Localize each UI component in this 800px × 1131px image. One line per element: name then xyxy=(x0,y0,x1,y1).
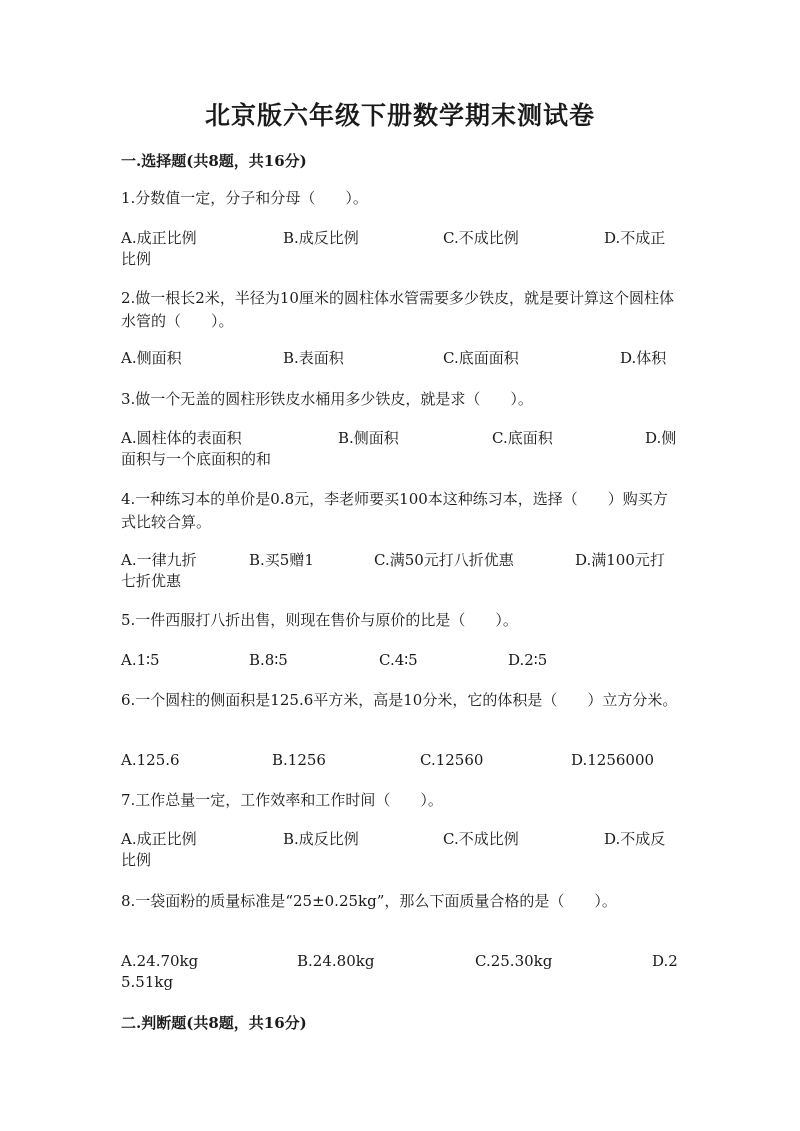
question-stem-7: 7.工作总量一定，工作效率和工作时间（ ）。 xyxy=(121,791,443,809)
option-8b: B.24.80kg xyxy=(297,952,375,970)
option-8-wrap: 5.51kg xyxy=(121,973,174,991)
option-8d: D.2 xyxy=(652,952,678,970)
section-heading-choice: 一.选择题(共8题，共16分) xyxy=(121,152,307,170)
option-5a: A.1∶5 xyxy=(121,651,160,669)
option-7-wrap: 比例 xyxy=(121,851,152,869)
question-stem-2: 2.做一根长2米，半径为10厘米的圆柱体水管需要多少铁皮，就是要计算这个圆柱体水管的（ ）。 xyxy=(121,289,674,330)
question-stem-3: 3.做一个无盖的圆柱形铁皮水桶用多少铁皮，就是求（ ）。 xyxy=(121,390,533,408)
option-4-wrap: 七折优惠 xyxy=(121,572,182,590)
option-6b: B.1256 xyxy=(272,751,326,769)
option-6a: A.125.6 xyxy=(121,751,180,769)
option-5d: D.2∶5 xyxy=(508,651,548,669)
option-3b: B.侧面积 xyxy=(338,429,399,447)
option-4a: A.一律九折 xyxy=(121,551,197,569)
question-stem-1: 1.分数值一定，分子和分母（ ）。 xyxy=(121,189,368,207)
option-7d: D.不成反 xyxy=(604,830,666,848)
option-2a: A.侧面积 xyxy=(121,349,182,367)
page-title: 北京版六年级下册数学期末测试卷 xyxy=(204,101,595,130)
option-6c: C.12560 xyxy=(420,751,484,769)
option-3d: D.侧 xyxy=(645,429,677,447)
option-3c: C.底面积 xyxy=(492,429,553,447)
option-1d: D.不成正 xyxy=(604,229,666,247)
option-1c: C.不成比例 xyxy=(443,229,519,247)
option-1b: B.成反比例 xyxy=(283,229,359,247)
option-1-wrap: 比例 xyxy=(121,250,152,268)
option-4c: C.满50元打八折优惠 xyxy=(374,551,514,569)
option-7b: B.成反比例 xyxy=(283,830,359,848)
question-stem-6: 6.一个圆柱的侧面积是125.6平方米，高是10分米，它的体积是（ ）立方分米。 xyxy=(121,691,678,709)
option-8c: C.25.30kg xyxy=(475,952,553,970)
option-4b: B.买5赠1 xyxy=(249,551,314,569)
question-stem-5: 5.一件西服打八折出售，则现在售价与原价的比是（ ）。 xyxy=(121,611,518,629)
option-2d: D.体积 xyxy=(620,349,667,367)
option-8a: A.24.70kg xyxy=(121,952,199,970)
option-3-wrap: 面积与一个底面积的和 xyxy=(121,450,272,468)
option-1a: A.成正比例 xyxy=(121,229,197,247)
section-heading-judgment: 二.判断题(共8题，共16分) xyxy=(121,1014,307,1032)
option-7a: A.成正比例 xyxy=(121,830,197,848)
option-2c: C.底面面积 xyxy=(443,349,519,367)
option-2b: B.表面积 xyxy=(283,349,344,367)
option-4d: D.满100元打 xyxy=(575,551,665,569)
option-6d: D.1256000 xyxy=(571,751,655,769)
option-5c: C.4∶5 xyxy=(379,651,418,669)
option-7c: C.不成比例 xyxy=(443,830,519,848)
option-5b: B.8∶5 xyxy=(249,651,288,669)
question-stem-4: 4.一种练习本的单价是0.8元，李老师要买100本这种练习本，选择（ ）购买方式比较合算。 xyxy=(121,490,668,531)
question-stem-8: 8.一袋面粉的质量标准是“25±0.25kg”，那么下面质量合格的是（ ）。 xyxy=(121,892,617,910)
option-3a: A.圆柱体的表面积 xyxy=(121,429,242,447)
